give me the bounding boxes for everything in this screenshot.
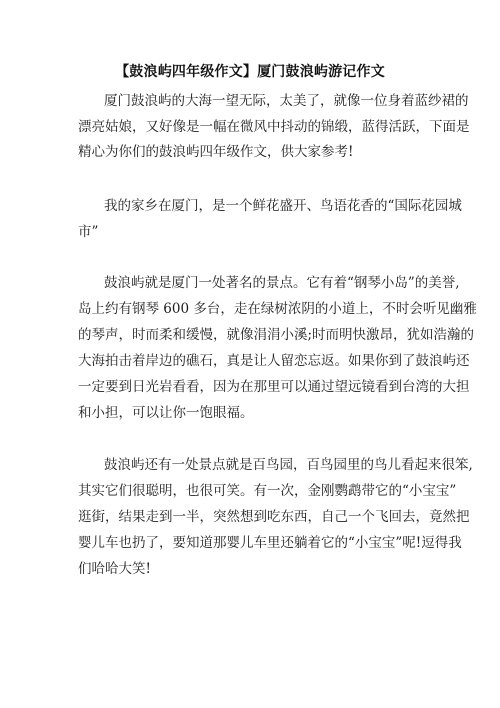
- paragraph-3-line-2: 岛上约有钢琴 600 多台，走在绿树浓阴的小道上，不时会听见幽雅: [78, 301, 477, 317]
- paragraph-1-line-3: 精心为你们的鼓浪屿四年级作文，供大家参考!: [78, 144, 354, 160]
- paragraph-3-line-5: 一定要到日光岩看看，因为在那里可以通过望远镜看到台湾的大担: [78, 379, 470, 395]
- paragraph-4-line-5: 们哈哈大笑!: [78, 561, 151, 577]
- paragraph-1-line-2: 漂亮姑娘，又好像是一幅在微风中抖动的锦缎，蓝得活跃，下面是: [78, 119, 470, 135]
- paragraph-3-line-4: 大海拍击着岸边的礁石，真是让人留恋忘返。如果你到了鼓浪屿还: [78, 353, 470, 369]
- paragraph-4-line-3: 逛街，结果走到一半，突然想到吃东西，自己一个飞回去，竟然把: [78, 509, 470, 525]
- paragraph-2-line-1: 我的家乡在厦门，是一个鲜花盛开、鸟语花香的“国际花园城: [104, 198, 462, 214]
- paragraph-3-line-1: 鼓浪屿就是厦门一处著名的景点。它有着“钢琴小岛”的美誉,: [104, 275, 460, 291]
- paragraph-2-line-2: 市”: [78, 224, 99, 240]
- paragraph-4-line-2: 其实它们很聪明，也很可笑。有一次，金刚鹦鹉带它的“小宝宝”: [78, 483, 457, 499]
- paragraph-4-line-1: 鼓浪屿还有一处景点就是百鸟园，百鸟园里的鸟儿看起来很笨,: [104, 457, 473, 473]
- paragraph-3-line-3: 的琴声，时而柔和缓慢，就像涓涓小溪;时而明快激昂，犹如浩瀚的: [78, 327, 475, 343]
- document-title: 【鼓浪屿四年级作文】厦门鼓浪屿游记作文: [115, 64, 385, 80]
- paragraph-1-line-1: 厦门鼓浪屿的大海一望无际，太美了，就像一位身着蓝纱裙的: [104, 93, 469, 109]
- paragraph-3-line-6: 和小担，可以让你一饱眼福。: [78, 405, 254, 421]
- paragraph-4-line-4: 婴儿车也扔了，要知道那婴儿车里还躺着它的“小宝宝”呢!逗得我: [78, 535, 462, 551]
